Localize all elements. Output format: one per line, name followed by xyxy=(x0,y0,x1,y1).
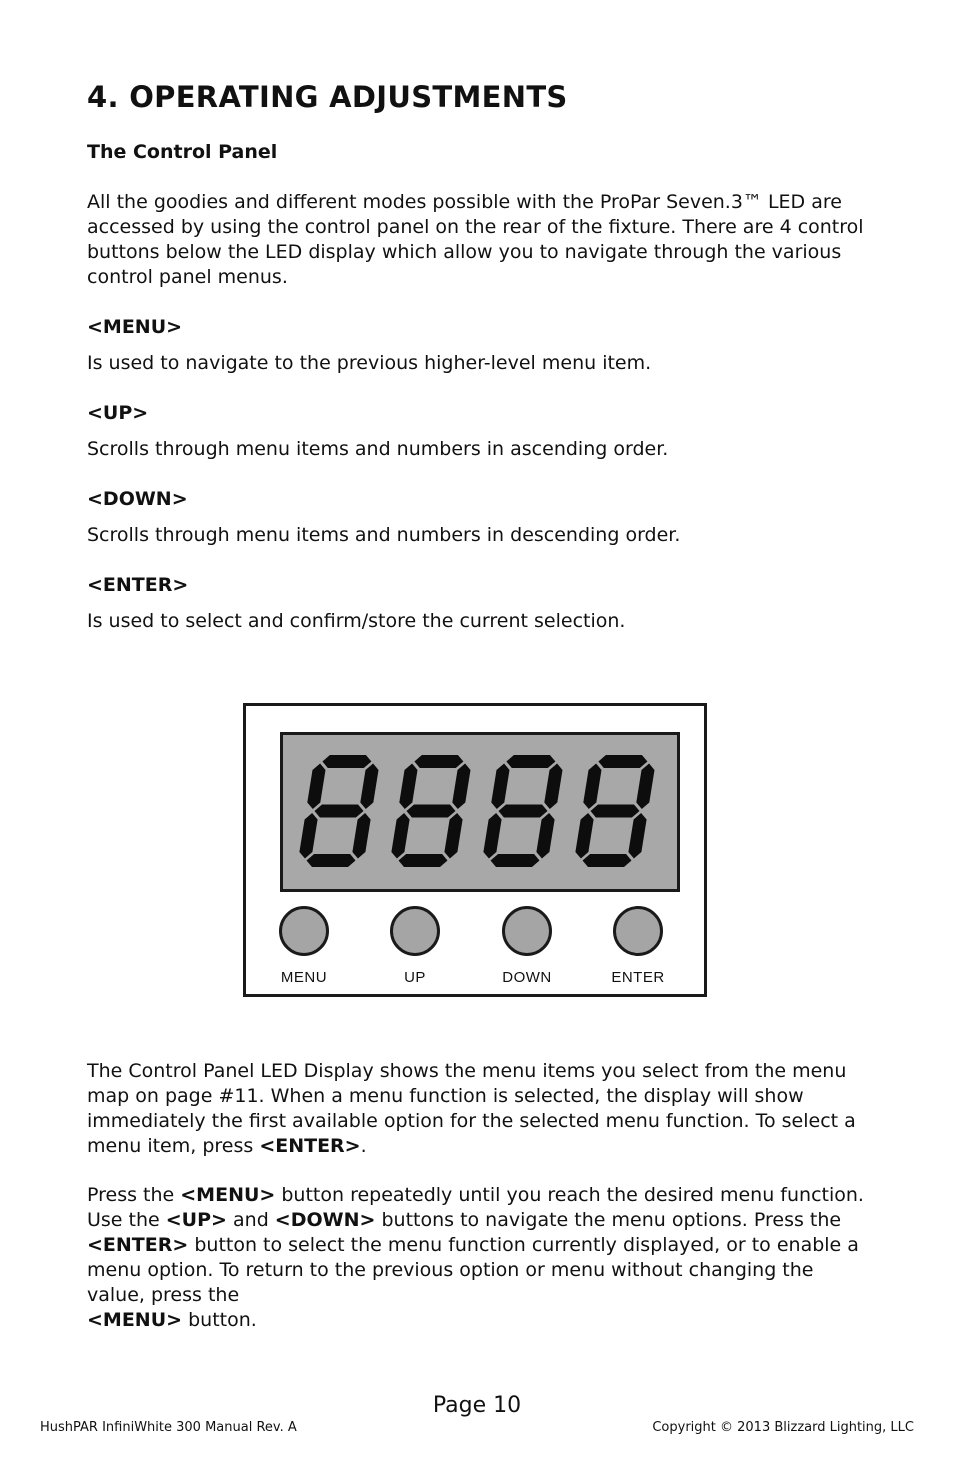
digit-2-segment-g xyxy=(407,805,456,818)
digit-3-segment-d xyxy=(491,854,540,867)
digit-1-segment-f xyxy=(307,764,325,810)
down-label: DOWN xyxy=(502,969,552,986)
digit-3-segment-e xyxy=(483,813,501,859)
digit-1-segment-g xyxy=(315,805,364,818)
digit-4-segment-g xyxy=(591,805,640,818)
digit-1-segment-e xyxy=(299,813,317,859)
digit-1-segment-d xyxy=(307,854,356,867)
nav-text-3: and xyxy=(226,1209,275,1231)
digit-1-segment-b xyxy=(360,764,378,810)
menu-knob-icon xyxy=(279,906,329,956)
digit-3-segment-g xyxy=(499,805,548,818)
up-button-description: Scrolls through menu items and numbers in ascending order. xyxy=(87,438,669,460)
up-button-heading: <UP> xyxy=(87,402,149,424)
led-display xyxy=(280,732,680,892)
up-label: UP xyxy=(404,969,426,986)
footer-manual-title: HushPAR InfiniWhite 300 Manual Rev. A xyxy=(40,1420,297,1435)
menu-button-heading: <MENU> xyxy=(87,316,183,338)
digit-4-segment-c xyxy=(628,813,646,859)
digit-3-segment-f xyxy=(491,764,509,810)
down-button-description: Scrolls through menu items and numbers in descending order. xyxy=(87,524,681,546)
digit-2-segment-f xyxy=(399,764,417,810)
down-button-heading: <DOWN> xyxy=(87,488,188,510)
nav-text-1: Press the xyxy=(87,1184,181,1206)
section-heading: The Control Panel xyxy=(87,141,278,163)
enter-button-heading: <ENTER> xyxy=(87,574,189,596)
page-number: Page 10 xyxy=(432,1393,522,1418)
page-title: 4. OPERATING ADJUSTMENTS xyxy=(87,80,568,114)
menu-keyword: <MENU> xyxy=(87,1309,183,1331)
digit-3-segment-a xyxy=(506,755,555,768)
digit-3-segment-c xyxy=(536,813,554,859)
enter-button-description: Is used to select and confirm/store the current selection. xyxy=(87,610,626,632)
footer-copyright: Copyright © 2013 Blizzard Lighting, LLC xyxy=(652,1420,914,1435)
menu-keyword: <MENU> xyxy=(180,1184,276,1206)
display-text-end: . xyxy=(360,1135,367,1157)
digit-2-segment-b xyxy=(452,764,470,810)
nav-text-2: button repeatedly until you reach the desired menu function. Use the xyxy=(87,1184,864,1231)
display-paragraph xyxy=(87,1059,877,1159)
control-panel-illustration xyxy=(243,703,707,997)
nav-text-4: buttons to navigate the menu options. Press the xyxy=(375,1209,842,1231)
down-knob-icon xyxy=(502,906,552,956)
digit-1-segment-a xyxy=(322,755,371,768)
enter-keyword: <ENTER> xyxy=(259,1135,361,1157)
enter-knob-icon xyxy=(613,906,663,956)
display-text: The Control Panel LED Display shows the menu items you select from the menu map on page #11. When a menu function is selected, the display will show immediately the first available option for the selected menu function. To select a menu item, press xyxy=(87,1060,856,1157)
nav-text-6: button. xyxy=(182,1309,257,1331)
digit-4-segment-d xyxy=(583,854,632,867)
digit-2-segment-a xyxy=(414,755,463,768)
nav-text-5: button to select the menu function currently displayed, or to enable a menu option. To return to the previous option or menu without changing the value, press the xyxy=(87,1234,859,1306)
digit-2-segment-c xyxy=(444,813,462,859)
up-keyword: <UP> xyxy=(165,1209,227,1231)
digit-2-segment-e xyxy=(391,813,409,859)
digit-3-segment-b xyxy=(544,764,562,810)
enter-keyword: <ENTER> xyxy=(87,1234,189,1256)
menu-label: MENU xyxy=(280,969,328,986)
down-keyword: <DOWN> xyxy=(274,1209,376,1231)
up-knob-icon xyxy=(390,906,440,956)
digit-4-segment-f xyxy=(583,764,601,810)
digit-4-segment-e xyxy=(575,813,593,859)
enter-label: ENTER xyxy=(611,969,665,986)
seven-segment-digits xyxy=(283,735,677,889)
digit-4-segment-b xyxy=(636,764,654,810)
navigation-paragraph xyxy=(87,1183,877,1333)
menu-button-description: Is used to navigate to the previous higher-level menu item. xyxy=(87,352,652,374)
digit-4-segment-a xyxy=(598,755,647,768)
digit-2-segment-d xyxy=(399,854,448,867)
digit-1-segment-c xyxy=(352,813,370,859)
intro-paragraph: All the goodies and different modes possible with the ProPar Seven.3™ LED are accessed by using the control panel on the rear of the fixture. There are 4 control buttons below the LED display which allow you to navigate through the various control panel menus. xyxy=(87,191,864,288)
